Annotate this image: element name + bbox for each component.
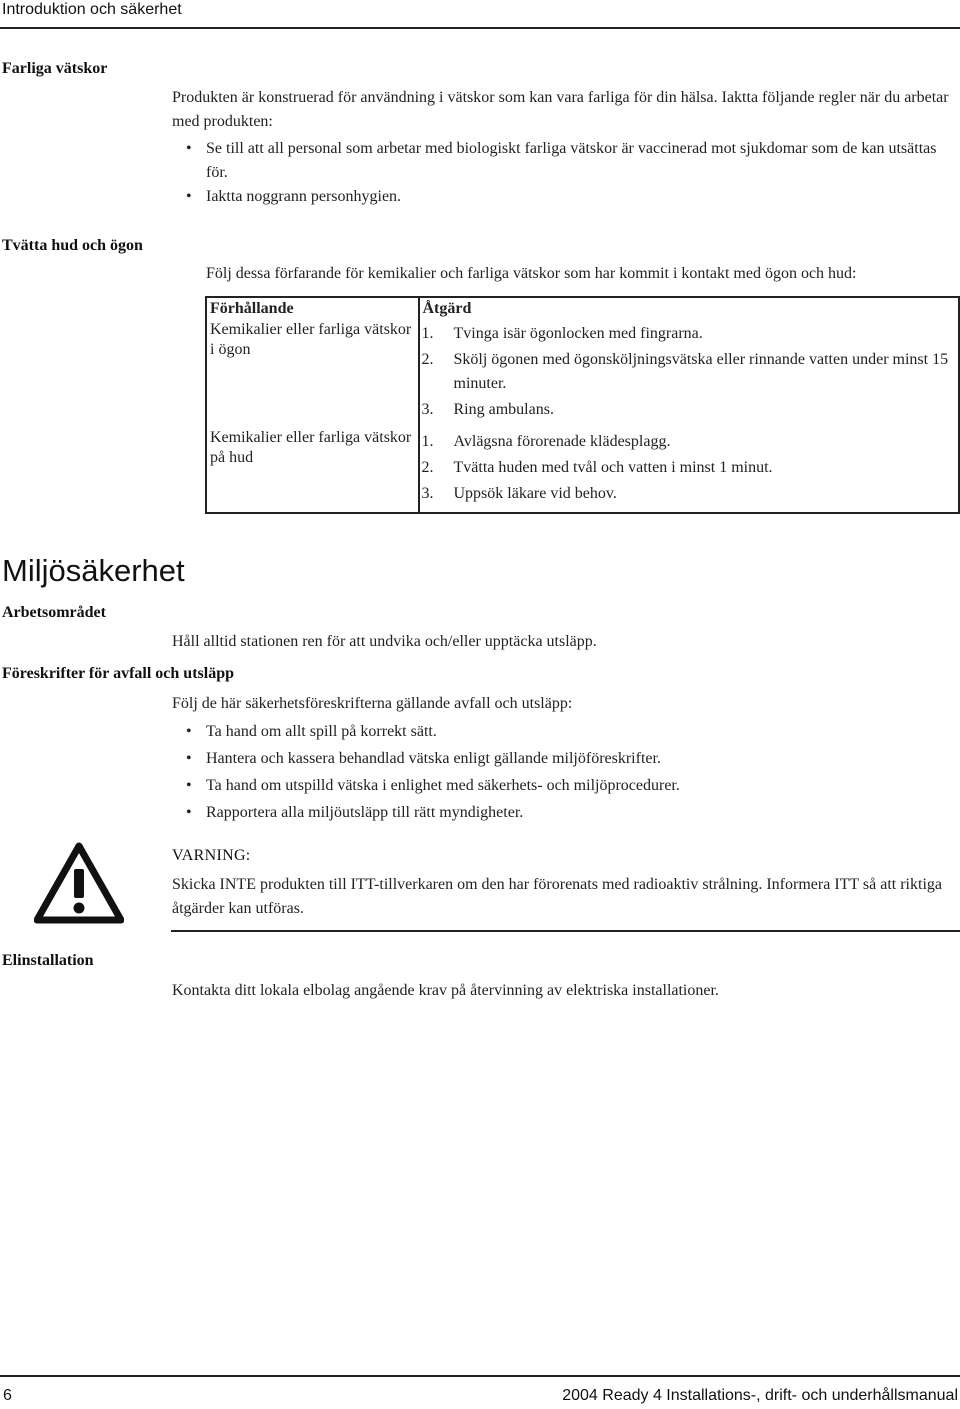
table-header-row [206,297,959,320]
warning-triangle-icon [34,842,124,924]
work-area-text: Håll alltid stationen ren för att undvika och/eller upptäcka utsläpp. [172,633,597,650]
header-divider [0,27,960,29]
hazardous-fluids-intro: Produkten är konstruerad för användning i vätskor som kan vara farliga för din hälsa. Iaktta följande regler när du arbetar med produkten: [172,89,949,130]
bullet-icon: • [186,723,192,740]
list-item: • Ta hand om utspilld vätska i enlighet med säkerhets- och miljöprocedurer. [172,774,958,798]
section-heading-wash: Tvätta hud och ögon [2,237,143,254]
column-header-condition: Förhållande [206,297,419,320]
running-header: Introduktion och säkerhet [2,1,182,18]
section-heading-electrical: Elinstallation [2,952,94,969]
first-aid-table [205,296,960,514]
section-heading-waste: Föreskrifter för avfall och utsläpp [2,665,234,682]
list-item: • Se till att all personal som arbetar med biologiskt farliga vätskor är vaccinerad mot sjukdomar som de kan utsättas för. [172,137,958,185]
list-item: • Iaktta noggrann personhygien. [172,185,958,209]
manual-title: 2004 Ready 4 Installations-, drift- och underhållsmanual [562,1387,958,1404]
step-item: 2. Tvätta huden med tvål och vatten i minst 1 minut. [421,459,773,476]
list-item: • Hantera och kassera behandlad vätska enligt gällande miljöföreskrifter. [172,747,958,771]
step-item: 1. Avlägsna förorenade klädesplagg. [421,433,671,450]
bullet-icon: • [186,750,192,767]
waste-list [172,720,958,825]
page-number: 6 [3,1387,12,1404]
step-item: 3. Ring ambulans. [421,401,554,418]
bullet-icon: • [186,777,192,794]
condition-skin: Kemikalier eller farliga vätskor på hud [210,429,412,466]
warning-divider [171,930,960,932]
electrical-text: Kontakta ditt lokala elbolag angående krav på återvinning av elektriska installationer. [172,982,719,999]
column-header-action: Åtgärd [419,297,960,320]
waste-intro: Följ de här säkerhetsföreskrifterna gällande avfall och utsläpp: [172,695,573,712]
warning-text: Skicka INTE produkten till ITT-tillverkaren om den har förorenats med radioaktiv strålning. Informera ITT så att riktiga åtgärder kan utföras. [172,876,942,917]
list-item: • Ta hand om allt spill på korrekt sätt. [172,720,958,744]
footer-divider [0,1375,960,1377]
step-item: 1. Tvinga isär ögonlocken med fingrarna. [421,325,703,342]
hazardous-fluids-list [172,137,958,209]
step-item: 3. Uppsök läkare vid behov. [421,485,617,502]
warning-label: VARNING: [172,847,251,864]
step-item: 2. Skölj ögonen med ögonsköljningsvätska eller rinnande vatten under minst 15 minuter. [421,351,949,392]
bullet-icon: • [186,188,192,205]
list-item: • Rapportera alla miljöutsläpp till rätt myndigheter. [172,801,958,825]
bullet-icon: • [186,140,192,157]
section-title-environment: Miljösäkerhet [2,553,185,588]
table-row [206,320,959,428]
steps-skin [420,430,959,506]
condition-eyes: Kemikalier eller farliga vätskor i ögon [210,321,412,358]
table-row [206,428,959,513]
steps-eyes [420,322,959,422]
section-heading-hazardous-fluids: Farliga vätskor [2,60,108,77]
bullet-icon: • [186,804,192,821]
section-heading-work-area: Arbetsområdet [2,604,106,621]
wash-intro: Följ dessa förfarande för kemikalier och farliga vätskor som har kommit i kontakt med ögon och hud: [206,265,857,282]
